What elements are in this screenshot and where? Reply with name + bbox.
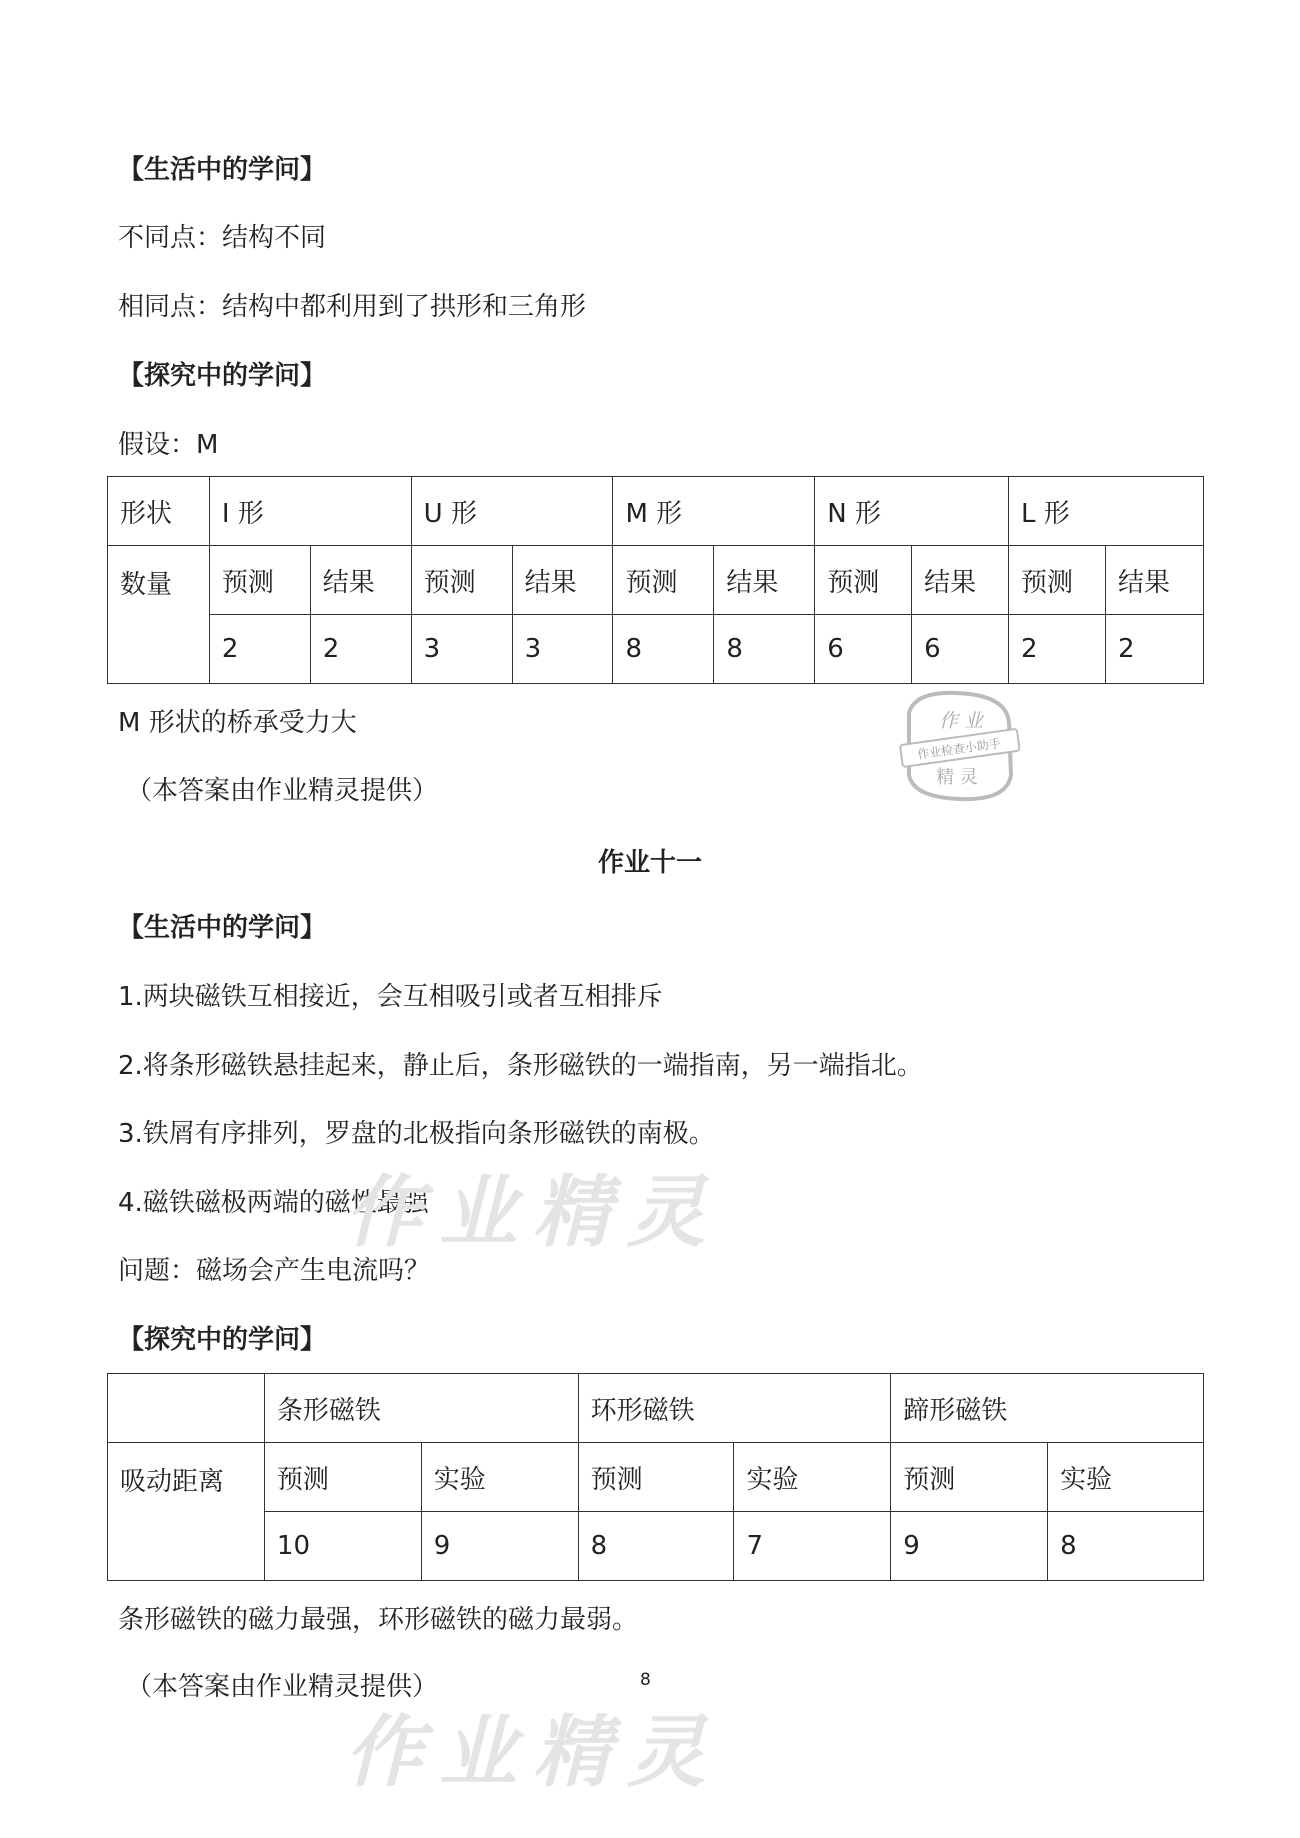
list-item: 1.两块磁铁互相接近，会互相吸引或者互相排斥 <box>118 982 663 1012</box>
sub-label: 结果 <box>714 546 815 615</box>
value-cell: 3 <box>512 615 613 684</box>
sub-label: 结果 <box>512 546 613 615</box>
value-cell: 9 <box>421 1512 578 1581</box>
value-cell: 2 <box>310 615 411 684</box>
credit-text-2: （本答案由作业精灵提供） <box>126 1672 439 1702</box>
assignment-title: 作业十一 <box>597 848 702 878</box>
empty-corner-cell <box>108 1374 265 1443</box>
life-heading: 【生活中的学问】 <box>118 155 327 185</box>
page-number: 8 <box>640 1670 651 1690</box>
value-cell: 8 <box>613 615 714 684</box>
value-cell: 8 <box>1048 1512 1204 1581</box>
value-cell: 7 <box>734 1512 891 1581</box>
shape-header: L 形 <box>1009 477 1204 546</box>
list-item: 4.磁铁磁极两端的磁性最强 <box>118 1188 429 1218</box>
conclusion-text: M 形状的桥承受力大 <box>118 708 357 738</box>
difference-text: 不同点：结构不同 <box>118 223 327 253</box>
value-cell: 10 <box>264 1512 421 1581</box>
stamp-logo <box>895 683 1020 808</box>
sub-label: 预测 <box>815 546 912 615</box>
stamp-bottom-text: 精 灵 <box>936 767 978 788</box>
sub-label: 预测 <box>411 546 512 615</box>
sub-label: 实验 <box>421 1443 578 1512</box>
conclusion-text-2: 条形磁铁的磁力最强，环形磁铁的磁力最弱。 <box>118 1605 639 1635</box>
value-cell: 6 <box>815 615 912 684</box>
sub-label: 预测 <box>578 1443 734 1512</box>
hypothesis-text: 假设：M <box>118 430 219 460</box>
bridge-shape-table <box>107 476 1204 684</box>
sub-label: 结果 <box>310 546 411 615</box>
credit-text: （本答案由作业精灵提供） <box>126 776 439 806</box>
stamp-middle-text: 作业检查小助手 <box>916 736 1002 762</box>
sub-label: 预测 <box>1009 546 1106 615</box>
magnet-table <box>107 1373 1204 1581</box>
value-cell: 2 <box>1105 615 1203 684</box>
sub-label: 预测 <box>891 1443 1048 1512</box>
magnet-header: 蹄形磁铁 <box>891 1374 1204 1443</box>
sub-label: 预测 <box>264 1443 421 1512</box>
sub-label: 预测 <box>613 546 714 615</box>
question-text: 问题：磁场会产生电流吗？ <box>118 1256 431 1286</box>
shape-row-label: 形状 <box>108 477 210 546</box>
value-cell: 2 <box>1009 615 1106 684</box>
sub-label: 实验 <box>1048 1443 1204 1512</box>
shape-header: M 形 <box>613 477 815 546</box>
distance-row-label: 吸动距离 <box>108 1443 265 1581</box>
value-cell: 2 <box>209 615 310 684</box>
value-cell: 9 <box>891 1512 1048 1581</box>
sub-label: 实验 <box>734 1443 891 1512</box>
value-cell: 8 <box>578 1512 734 1581</box>
value-cell: 8 <box>714 615 815 684</box>
list-item: 3.铁屑有序排列，罗盘的北极指向条形磁铁的南极。 <box>118 1119 715 1149</box>
life-heading-2: 【生活中的学问】 <box>118 913 327 943</box>
watermark-text: 作业精灵 <box>345 1168 722 1258</box>
magnet-header: 环形磁铁 <box>578 1374 891 1443</box>
explore-heading: 【探究中的学问】 <box>118 361 327 391</box>
shape-header: N 形 <box>815 477 1009 546</box>
value-cell: 3 <box>411 615 512 684</box>
explore-heading-2: 【探究中的学问】 <box>118 1325 327 1355</box>
sub-label: 预测 <box>209 546 310 615</box>
stamp-top-text: 作 业 <box>938 710 984 732</box>
value-cell: 6 <box>912 615 1009 684</box>
shape-header: U 形 <box>411 477 613 546</box>
list-item: 2.将条形磁铁悬挂起来，静止后，条形磁铁的一端指南，另一端指北。 <box>118 1051 923 1081</box>
magnet-header: 条形磁铁 <box>264 1374 578 1443</box>
shape-header: I 形 <box>209 477 411 546</box>
similarity-text: 相同点：结构中都利用到了拱形和三角形 <box>118 292 587 322</box>
watermark-text: 作业精灵 <box>345 1708 722 1798</box>
sub-label: 结果 <box>1105 546 1203 615</box>
count-row-label: 数量 <box>108 546 210 684</box>
sub-label: 结果 <box>912 546 1009 615</box>
